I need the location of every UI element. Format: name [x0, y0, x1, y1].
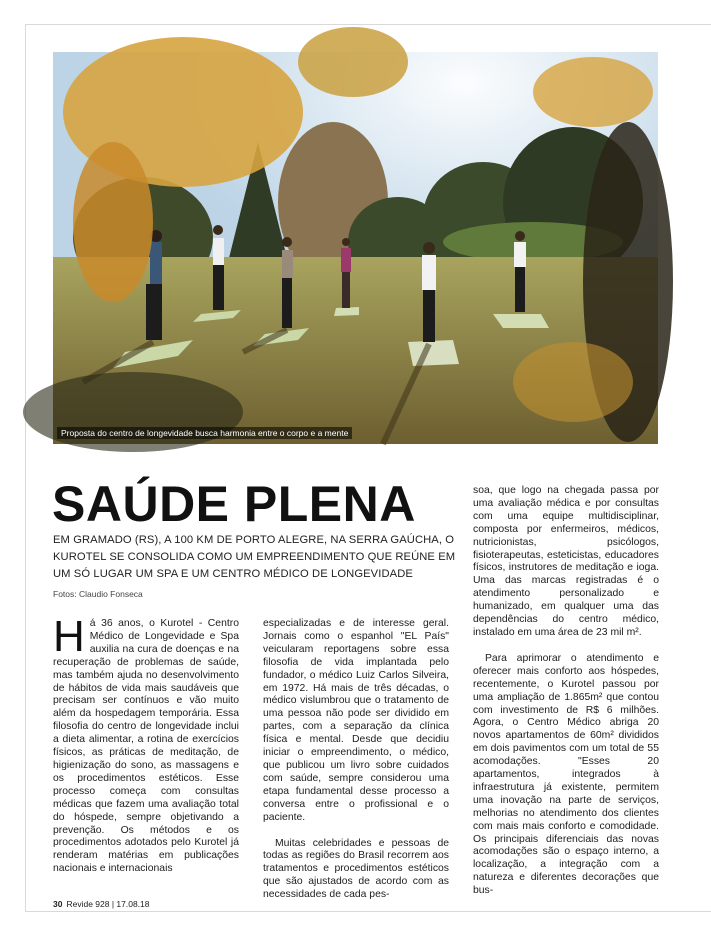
article-paragraph: especializadas e de interesse geral. Jornais como o espanhol "EL País" veicularam reportagens sobre essa filosofia de vida implantada pelo fundador, o médico Luiz Carlos Silveira, em 1972. Há mais de três décadas, o médico vislumbrou que o tratamento de uma pessoa não pode ser dividido em partes, com a separação da clínica física e mental. Desde que decidiu iniciar o empreendimento, o médico, que publicou um livro sobre cuidados com saúde, sempre considerou uma etapa fundamental desse processo a conversa entre o profissional e o paciente.	[263, 618, 449, 823]
article-title: SAÚDE PLENA	[52, 476, 416, 532]
drop-cap: H	[53, 612, 85, 661]
article-paragraph: Para aprimorar o atendimento e oferecer mais conforto aos hóspedes, recentemente, o Kurotel passou por uma ampliação de 1.865m² que contou com investimento de R$ 6 milhões. Agora, o Centro Médico abriga 20 novos apartamentos de 60m² divididos em dois pavimentos com um total de 55 acomodações. "Esses 20 apartamentos, integrados à infraestrutura já existente, permitem uma inovação na parte de serviços, melhorias no atendimento dos clientes com mais mais conforto e comodidade. Os principais diferenciais das novas acomodações são o espaço interno, a localização, a integração com a natureza e diferentes decorações que bus-	[473, 652, 659, 897]
yoga-scene-illustration	[53, 52, 658, 444]
article-paragraph: Há 36 anos, o Kurotel - Centro Médico de Longevidade e Spa auxilia na cura de doenças e na recuperação de problemas de saúde, mas também ajuda no desenvolvimento de hábitos de vida mais saudáveis que precisam ser contínuos e vão muito além da hospedagem temporária. Essa filosofia do centro de longevidade inclui a dieta alimentar, a rotina de exercícios físicos, as práticas de meditação, de higienização do sono, as massagens e os procedimentos estéticos. Esse processo começa com consultas médicas que fazem uma avaliação total do hóspede, sempre objetivando a prevenção. Os métodos e os procedimentos adotados pelo Kurotel já renderam matérias em publicações nacionais e internacionais	[53, 612, 239, 875]
page-footer	[53, 899, 150, 909]
publication-info: Revide 928 | 17.08.18	[66, 899, 150, 909]
article-paragraph: soa, que logo na chegada passa por uma avaliação médica e por consultas com uma equipe multidisciplinar, composta por enfermeiros, médicos, nutricionistas, psicólogos, fisioterapeutas, esteticistas, educadores físicos, instrutores de meditação e ioga. Uma das marcas registradas é o atendimento personalizado e humanizado, em qualquer uma das dependências do centro médico, instalado em uma área de 23 mil m².	[473, 485, 659, 638]
article-column-2	[263, 618, 449, 901]
article-subtitle: EM GRAMADO (RS), A 100 KM DE PORTO ALEGRE, NA SERRA GAÚCHA, O KUROTEL SE CONSOLIDA COMO UM EMPREENDIMENTO QUE REÚNE EM UM SÓ LUGAR UM SPA E UM CENTRO MÉDICO DE LONGEVIDADE	[53, 534, 456, 580]
page-number: 30	[53, 899, 63, 909]
photo-caption: Proposta do centro de longevidade busca harmonia entre o corpo e a mente	[57, 427, 352, 439]
yoga-photo	[53, 52, 658, 444]
article-paragraph: Muitas celebridades e pessoas de todas as regiões do Brasil recorrem aos tratamentos e procedimentos estéticos que são ajustados de acordo com as necessidades de cada pes-	[263, 837, 449, 901]
article-column-3	[473, 485, 659, 897]
article-column-1	[53, 612, 239, 890]
photo-credit: Fotos: Claudio Fonseca	[53, 589, 143, 599]
